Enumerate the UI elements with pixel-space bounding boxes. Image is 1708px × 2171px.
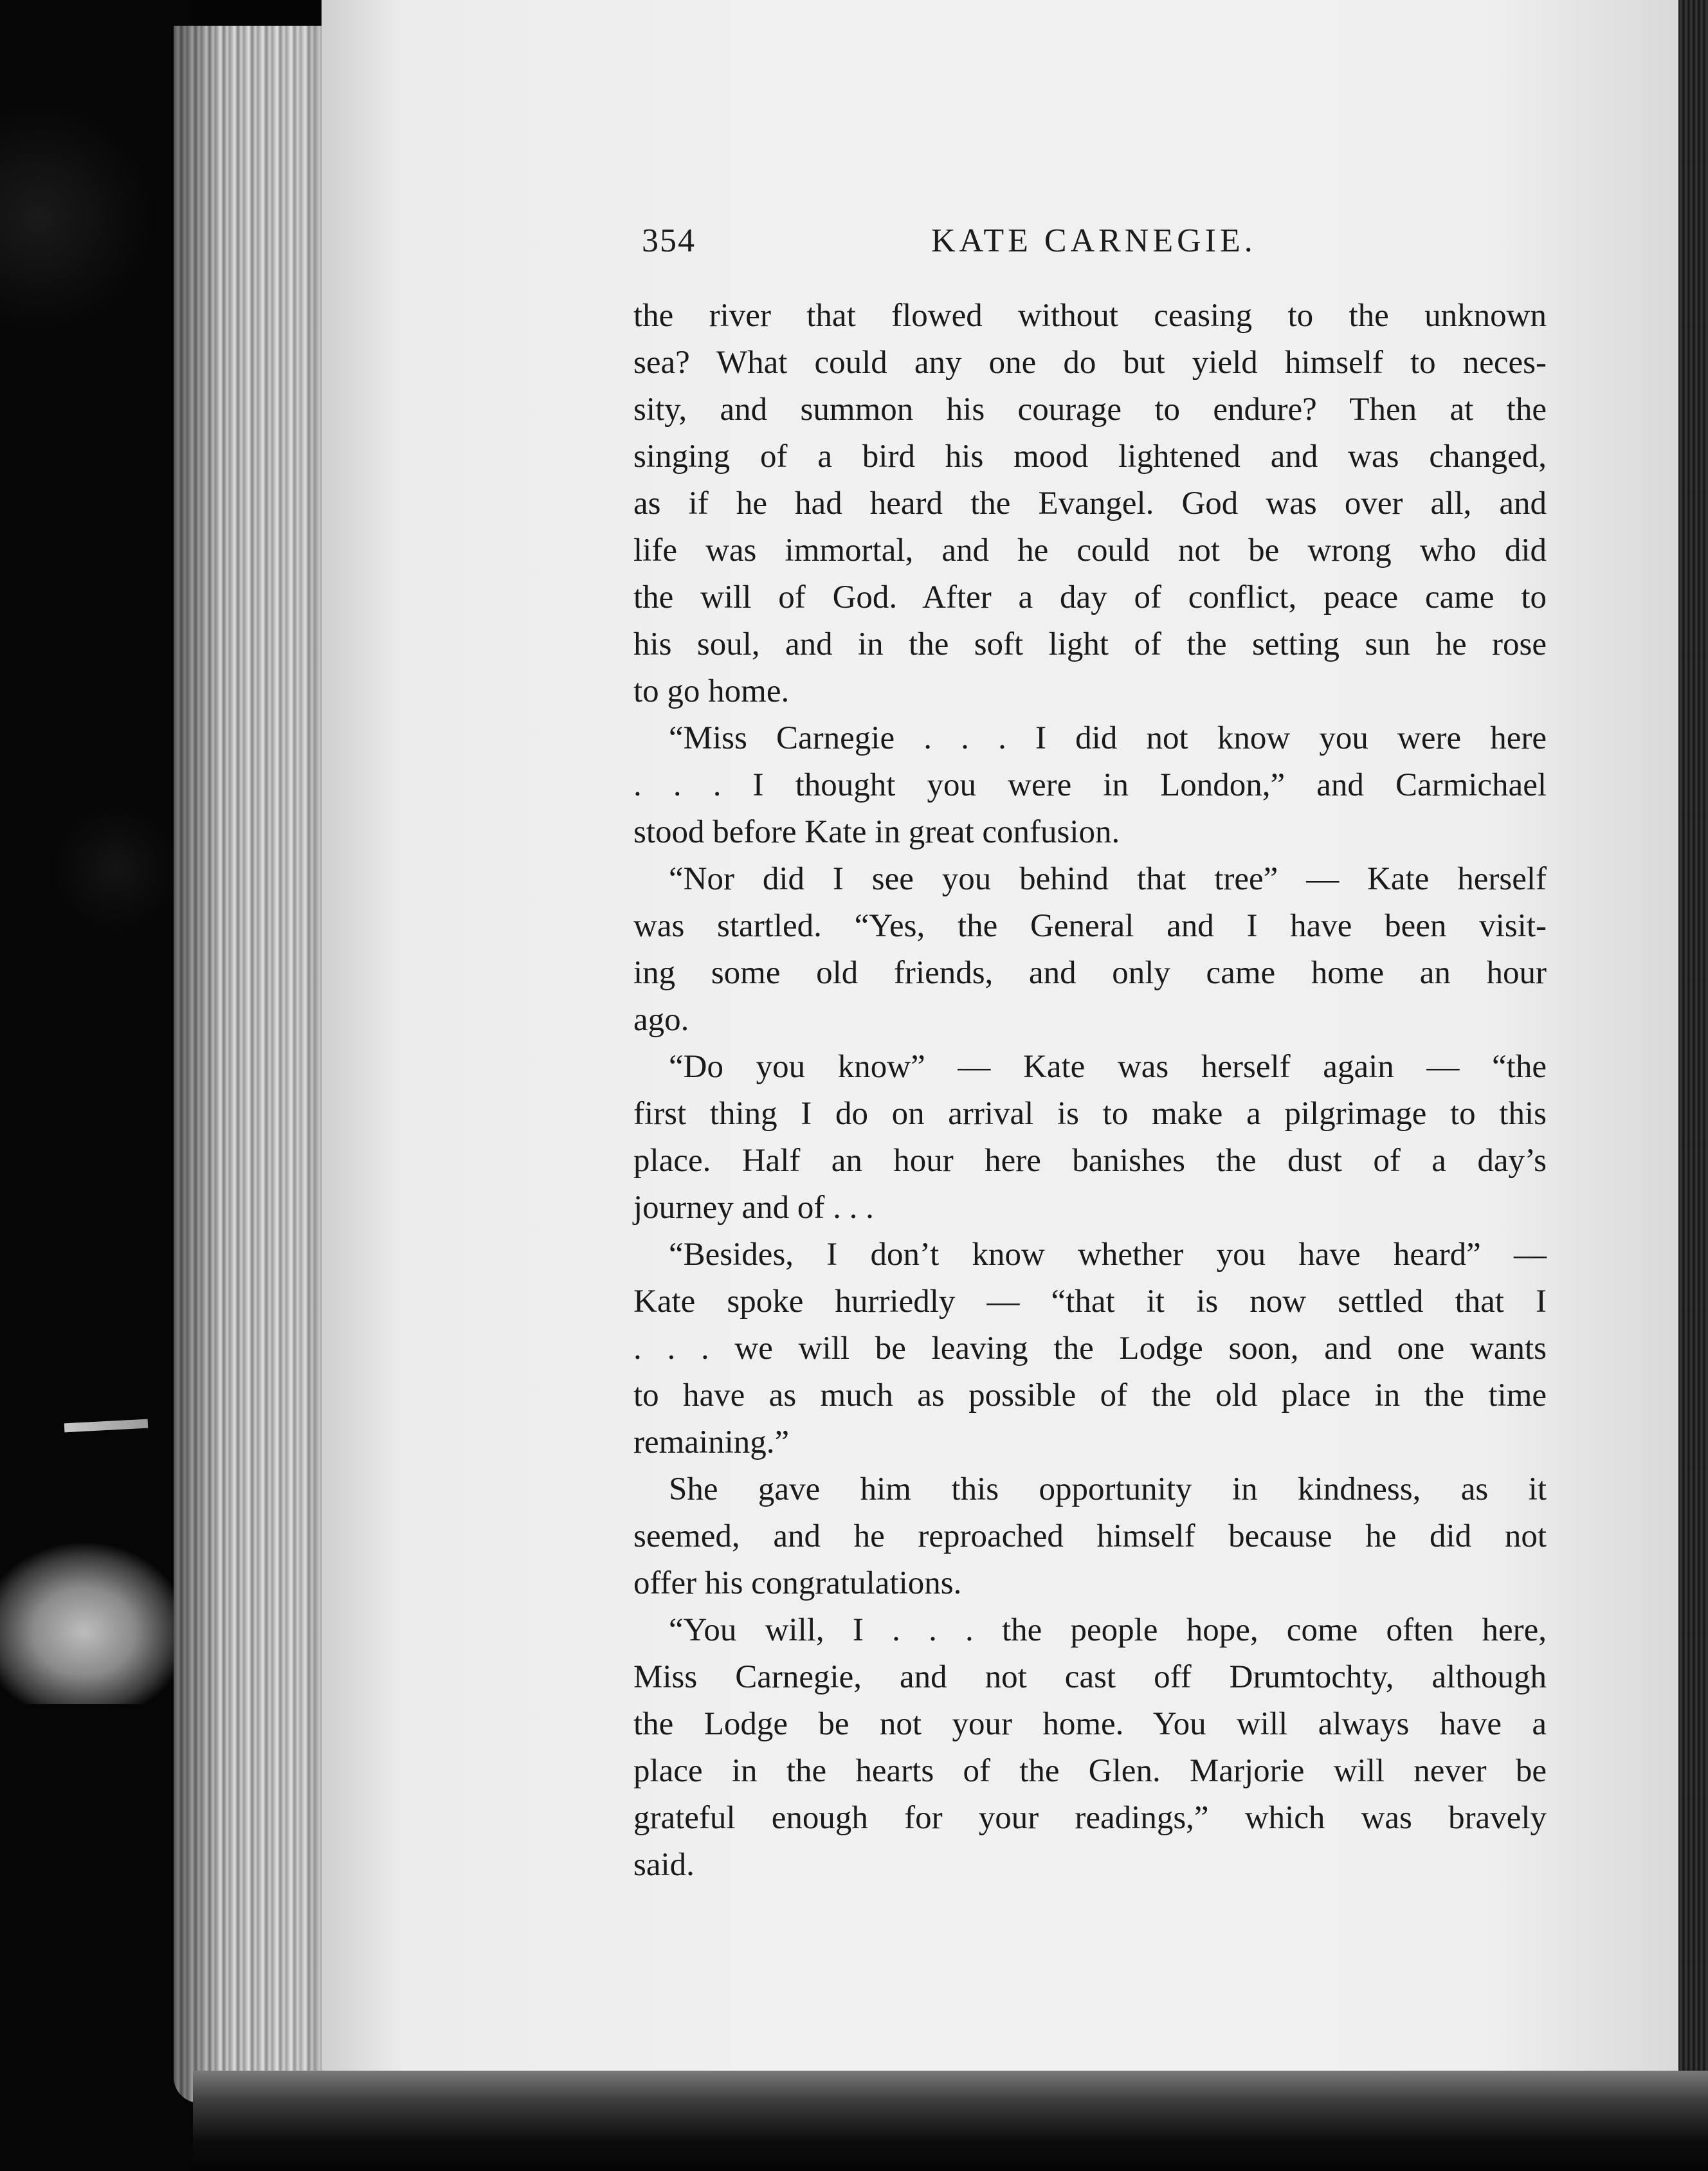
- text-line: “Do you know” — Kate was herself again — “the: [669, 1049, 1547, 1085]
- text-line: . . . I thought you were in London,” and Carmichael: [633, 767, 1547, 803]
- text-line: “Besides, I don’t know whether you have heard” —: [669, 1237, 1547, 1273]
- text-line: place. Half an hour here banishes the dust of a day’s: [633, 1143, 1547, 1179]
- text-line: sea? What could any one do but yield himself to neces-: [633, 345, 1547, 381]
- text-line: “Miss Carnegie . . . I did not know you were here: [669, 720, 1547, 756]
- running-title: KATE CARNEGIE.: [931, 223, 1257, 259]
- text-line: remaining.”: [633, 1424, 790, 1460]
- text-line: said.: [633, 1847, 695, 1883]
- text-line: the Lodge be not your home. You will always have a: [633, 1706, 1547, 1742]
- right-page-edge: [1678, 0, 1708, 2171]
- text-line: life was immortal, and he could not be wrong who did: [633, 532, 1547, 568]
- text-line: to have as much as possible of the old place in the time: [633, 1377, 1547, 1413]
- text-line: “Nor did I see you behind that tree” — Kate herself: [669, 861, 1547, 897]
- book-page-edges: [174, 26, 334, 2103]
- text-line: stood before Kate in great confusion.: [633, 814, 1120, 850]
- dark-background: [0, 0, 193, 2171]
- text-line: the river that flowed without ceasing to the unknown: [633, 298, 1547, 334]
- text-line: She gave him this opportunity in kindness, as it: [669, 1471, 1547, 1507]
- text-line: ago.: [633, 1002, 689, 1038]
- text-line: place in the hearts of the Glen. Marjorie will never be: [633, 1753, 1547, 1789]
- text-line: his soul, and in the soft light of the setting sun he rose: [633, 626, 1547, 662]
- text-line: seemed, and he reproached himself because he did not: [633, 1518, 1547, 1554]
- text-line: as if he had heard the Evangel. God was over all, and: [633, 486, 1547, 522]
- text-line: Kate spoke hurriedly — “that it is now settled that I: [633, 1284, 1547, 1320]
- text-line: first thing I do on arrival is to make a pilgrimage to this: [633, 1096, 1547, 1132]
- page-number: 354: [642, 223, 696, 259]
- bottom-shadow: [193, 2071, 1708, 2171]
- text-line: sity, and summon his courage to endure? Then at the: [633, 392, 1547, 428]
- text-line: singing of a bird his mood lightened and was changed,: [633, 439, 1547, 475]
- text-line: ing some old friends, and only came home an hour: [633, 955, 1547, 991]
- text-line: “You will, I . . . the people hope, come often here,: [669, 1612, 1547, 1648]
- text-line: Miss Carnegie, and not cast off Drumtochty, although: [633, 1659, 1547, 1695]
- body-text: [633, 293, 1547, 1889]
- text-line: the will of God. After a day of conflict, peace came to: [633, 579, 1547, 615]
- text-line: offer his congratulations.: [633, 1565, 962, 1601]
- text-line: to go home.: [633, 673, 790, 709]
- text-line: journey and of . . .: [633, 1190, 874, 1226]
- paper-stain: [0, 1543, 186, 1704]
- text-line: grateful enough for your readings,” which was bravely: [633, 1800, 1547, 1836]
- text-line: was startled. “Yes, the General and I have been visit-: [633, 908, 1547, 944]
- text-line: . . . we will be leaving the Lodge soon, and one wants: [633, 1331, 1547, 1367]
